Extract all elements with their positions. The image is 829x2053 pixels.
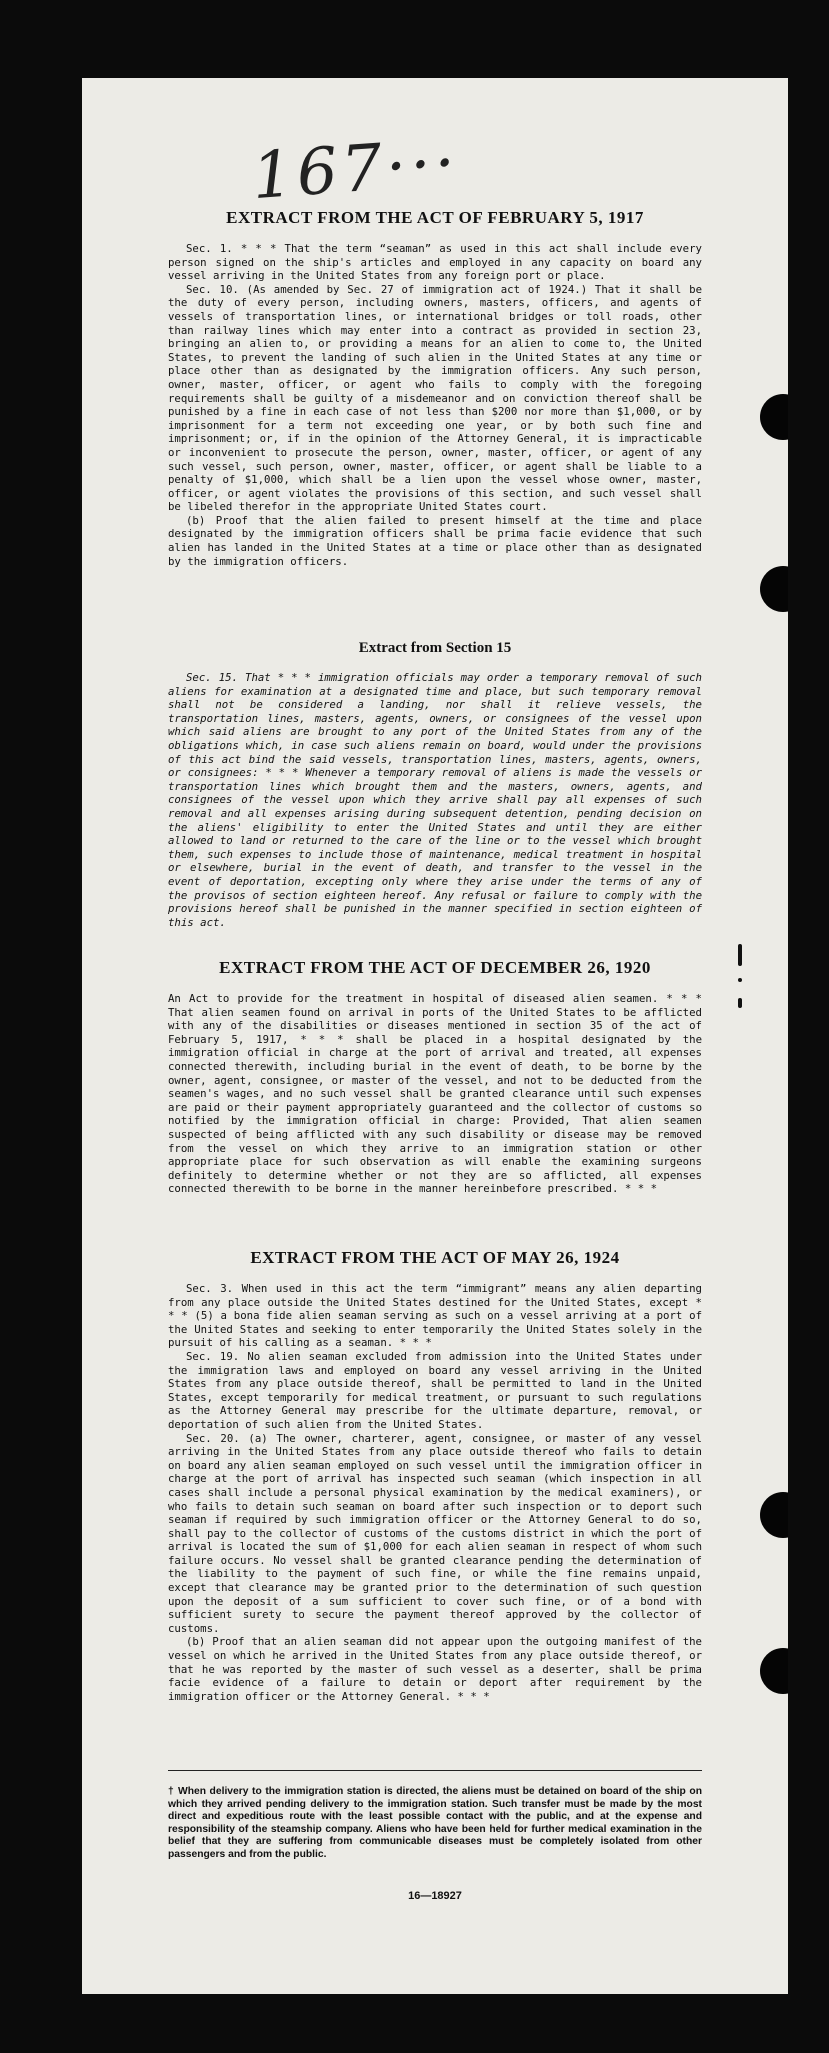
heading-section-15: Extract from Section 15 [358, 640, 512, 656]
margin-mark [738, 978, 742, 982]
section-feb-1917 [168, 208, 702, 568]
heading-may-1924: EXTRACT FROM THE ACT OF MAY 26, 1924 [250, 1248, 620, 1267]
section-dec-1920 [168, 958, 702, 1196]
sec15-paragraph: Sec. 15. That * * * immigration officials may order a temporary removal of such aliens for examination at a designated time and place, but such temporary removal shall not be considered a landing, nor shall it relieve vessels, the transportation lines, masters, agents, owners, or consignees of the vessel upon which said aliens are brought to any port of the United States from any of the obligations which, in case such aliens remain on board, would under the provisions of this act bind the said vessels, transportation lines, masters, agents, owners, or consignees: * * * Whenever a temporary removal of aliens is made the vessels or transportation lines which brought them and the masters, owners, agents, and consignees of the vessel upon which they arrive shall pay all expenses of such removal and all expenses arising during subsequent detention, pending decision on the aliens' eligibility to enter the United States and until they are either allowed to land or returned to the care of the line or to the vessel which brought them, such expenses to include those of maintenance, medical treatment in hospital or elsewhere, burial in the event of death, and transfer to the vessel in the event of deportation, excepting only where they arise under the terms of any of the provisos of section eighteen hereof. Any refusal or failure to comply with the provisions hereof shall be punished in the manner specified in section eighteen of this act. [168, 671, 702, 929]
sec10-paragraph: Sec. 10. (As amended by Sec. 27 of immigration act of 1924.) That it shall be the duty of every person, including owners, masters, officers, and agents of vessels of transportation lines, or international bridges or toll roads, other than railway lines which may enter into a contract as provided in section 23, bringing an alien to, or providing a means for an alien to come to, the United States, to prevent the landing of such alien in the United States at any time or place other than as designated by the immigration officers. Any such person, owner, master, officer, or agent who fails to comply with the foregoing requirements shall be guilty of a misdemeanor and on conviction thereof shall be punished by a fine in each case of not less than $200 nor more than $1,000, or by imprisonment for a term not exceeding one year, or by both such fine and imprisonment; or, if in the opinion of the Attorney General, it is impracticable or inconvenient to prosecute the person, owner, master, officer, or agent of any such vessel, such person, owner, master, officer, or agent shall be liable to a penalty of $1,000, which shall be a lien upon the vessel whose owner, master, officer, or agent violates the provisions of this section, and such vessel shall be libeled therefor in the appropriate United States court. [168, 282, 702, 514]
sec19-paragraph: Sec. 19. No alien seaman excluded from admission into the United States under the immigration laws and employed on board any vessel arriving in the United States from any place outside thereof, shall be permitted to land in the United States, except temporarily for medical treatment, or pursuant to such regulations as the Attorney General may prescribe for the ultimate departure, removal, or deportation of such alien from the United States. [168, 1349, 702, 1431]
margin-mark [738, 944, 742, 966]
section-extract-15 [168, 640, 702, 929]
sec10b-paragraph: (b) Proof that the alien failed to present himself at the time and place designated by the immigration officers shall be prima facie evidence that such alien has landed in the United States at a time or place other than as designated by the immigration officers. [168, 513, 702, 568]
footnote-text: † When delivery to the immigration station is directed, the aliens must be detained on board of the ship on which they arrived pending delivery to the immigration station. Such transfer must be made by the most direct and expeditious route with the least possible contact with the public, and at the expense and responsibility of the steamship company. Aliens who have been held for further medical examination in the belief that they are suffering from communicable diseases must be completely isolated from other passengers and from the public. [168, 1786, 702, 1860]
document-page [82, 78, 788, 1994]
sec1-paragraph: Sec. 1. * * * That the term “seaman” as used in this act shall include every person signed on the ship's articles and employed in any capacity on board any vessel arriving in the United States from any foreign port or place. [168, 242, 702, 283]
handwritten-mark: 167··· [249, 125, 462, 215]
sec3-paragraph: Sec. 3. When used in this act the term “immigrant” means any alien departing from any place outside the United States destined for the United States, except * * * (5) a bona fide alien seaman serving as such on a vessel arriving at a port of the United States and seeking to enter temporarily the United States solely in the pursuit of his calling as a seaman. * * * [168, 1282, 702, 1350]
sec20a-paragraph: Sec. 20. (a) The owner, charterer, agent, consignee, or master of any vessel arriving in the United States from any place outside thereof who fails to detain on board any alien seaman employed on such vessel until the immigration officer in charge at the port of arrival has inspected such seaman (which inspection in all cases shall include a personal physical examination by the medical examiners), or who fails to detain such seaman on board after such inspection or to deport such seaman if required by such immigration officer or the Attorney General to do so, shall pay to the collector of customs of the customs district in which the port of arrival is located the sum of $1,000 for each alien seaman in respect of whom such failure occurs. No vessel shall be granted clearance pending the determination of the liability to the payment of such fine, or while the fine remains unpaid, except that clearance may be granted prior to the determination of such question upon the deposit of a sum sufficient to cover such fine, or of a bond with sufficient surety to secure the payment thereof approved by the collector of customs. [168, 1431, 702, 1635]
punch-hole [760, 1492, 788, 1538]
sec20b-paragraph: (b) Proof that an alien seaman did not appear upon the outgoing manifest of the vessel on which he arrived in the United States from any place outside thereof, or that he was reported by the master of such vessel as a deserter, shall be prima facie evidence of a failure to detain or deport after requirement by the immigration officer or the Attorney General. * * * [168, 1635, 702, 1703]
section-may-1924 [168, 1248, 702, 1703]
footnote-block [168, 1786, 702, 1862]
heading-dec-1920: EXTRACT FROM THE ACT OF DECEMBER 26, 1920 [219, 958, 651, 977]
footnote-divider [168, 1770, 702, 1771]
page-number: 16—18927 [408, 1890, 462, 1902]
punch-hole [760, 394, 788, 440]
punch-hole [760, 566, 788, 612]
margin-mark [738, 998, 742, 1008]
punch-hole [760, 1648, 788, 1694]
heading-feb-1917: EXTRACT FROM THE ACT OF FEBRUARY 5, 1917 [226, 208, 644, 227]
dec-1920-paragraph: An Act to provide for the treatment in hospital of diseased alien seamen. * * * That alien seamen found on arrival in ports of the United States to be afflicted with any of the disabilities or diseases mentioned in section 35 of the act of February 5, 1917, * * * shall be placed in a hospital designated by the immigration official in charge at the port of arrival and treated, all expenses connected therewith, including burial in the event of death, to be borne by the owner, agent, consignee, or master of the vessel, and not to be deducted from the seamen's wages, and no such vessel shall be granted clearance until such expenses are paid or their payment appropriately guaranteed and the collector of customs so notified by the immigration official in charge: Provided, That alien seamen suspected of being afflicted with any such disability or disease may be removed from the vessel on which they arrive to an immigration station or other appropriate place for such observation as will enable the examining surgeons definitely to determine whether or not they are so afflicted, all expenses connected therewith to be borne in the manner hereinbefore prescribed. * * * [168, 992, 702, 1196]
